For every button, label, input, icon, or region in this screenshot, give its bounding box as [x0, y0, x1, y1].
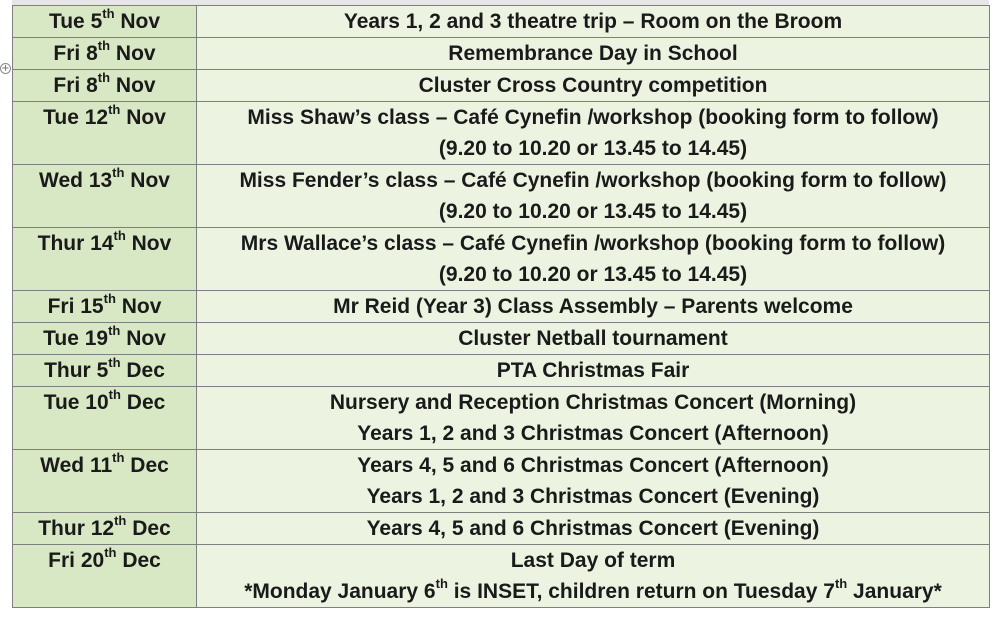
date-month: Nov: [115, 74, 156, 97]
date-day-number: 8: [86, 42, 98, 65]
date-month: Nov: [121, 295, 162, 318]
date-month: Dec: [126, 391, 166, 414]
event-description-cell[interactable]: [197, 70, 990, 102]
event-date: [43, 323, 166, 354]
date-day-number: 11: [89, 454, 113, 477]
events-table-body: [13, 6, 990, 608]
event-description-line: Last Day of term: [510, 549, 676, 572]
date-day-number: 8: [86, 74, 98, 97]
date-month: Dec: [132, 517, 171, 540]
date-ordinal-suffix: th: [108, 387, 121, 402]
event-date-cell[interactable]: [13, 165, 197, 228]
event-description-cell[interactable]: [197, 513, 990, 545]
event-date-cell[interactable]: [13, 291, 197, 323]
event-date: [53, 70, 155, 101]
date-ordinal-suffix: th: [103, 291, 116, 306]
date-weekday: Tue: [48, 10, 85, 33]
event-description-line: Years 1, 2 and 3 Christmas Concert (Evening): [366, 485, 820, 508]
event-description-line: Miss Fender’s class – Café Cynefin /workshop (booking form to follow): [239, 169, 947, 192]
date-day-number: 12: [90, 517, 115, 540]
event-row: [13, 387, 990, 450]
event-description-cell[interactable]: [197, 165, 990, 228]
event-date-cell[interactable]: [13, 228, 197, 291]
event-date: [39, 165, 170, 196]
event-date-cell[interactable]: [13, 6, 197, 38]
note-text-segment: January*: [847, 580, 942, 603]
date-weekday: Tue: [43, 391, 80, 414]
event-row: [13, 323, 990, 355]
date-month: Dec: [130, 454, 169, 477]
event-date: [44, 355, 165, 386]
date-month: Nov: [126, 327, 166, 350]
event-description-line: Years 1, 2 and 3 Christmas Concert (Afternoon): [357, 422, 829, 445]
date-ordinal-suffix: th: [114, 513, 127, 528]
date-day-number: 5: [96, 359, 109, 382]
date-ordinal-suffix: th: [102, 6, 115, 21]
date-day-number: 14: [90, 232, 114, 255]
event-description-line: Miss Shaw’s class – Café Cynefin /workshop (booking form to follow): [247, 106, 939, 129]
event-description-cell[interactable]: [197, 6, 990, 38]
table-move-handle-icon[interactable]: +: [1, 63, 10, 74]
event-date: [38, 228, 172, 259]
event-date: [43, 102, 166, 133]
event-date: [48, 545, 161, 576]
date-day-number: 12: [84, 106, 109, 129]
event-description-cell[interactable]: [197, 291, 990, 323]
event-description-line: Cluster Cross Country competition: [418, 74, 768, 97]
event-row: [13, 545, 990, 608]
event-description-cell[interactable]: [197, 323, 990, 355]
date-weekday: Thur: [38, 517, 85, 540]
date-ordinal-suffix: th: [108, 102, 121, 117]
event-date-cell[interactable]: [13, 387, 197, 450]
event-description-line: Remembrance Day in School: [448, 42, 738, 65]
event-date: [40, 450, 169, 481]
date-month: Nov: [126, 106, 166, 129]
date-weekday: Tue: [43, 327, 79, 350]
note-text-segment: *Monday January 6: [244, 580, 436, 603]
event-date-cell[interactable]: [13, 38, 197, 70]
date-day-number: 19: [84, 327, 109, 350]
event-description-line: Mr Reid (Year 3) Class Assembly – Parents welcome: [333, 295, 853, 318]
event-description-line: [197, 576, 989, 607]
date-ordinal-suffix: th: [112, 165, 125, 180]
date-day-number: 15: [80, 295, 104, 318]
event-row: [13, 355, 990, 387]
date-month: Dec: [126, 359, 165, 382]
date-ordinal-suffix: th: [112, 450, 125, 465]
event-description-cell[interactable]: [197, 228, 990, 291]
event-date: [44, 387, 166, 418]
date-weekday: Wed: [39, 169, 83, 192]
date-weekday: Thur: [44, 359, 91, 382]
date-day-number: 10: [85, 391, 109, 414]
events-calendar-table: [12, 5, 990, 608]
event-date-cell[interactable]: [13, 70, 197, 102]
event-row: [13, 70, 990, 102]
event-description-cell[interactable]: [197, 387, 990, 450]
event-description-cell[interactable]: [197, 545, 990, 608]
event-description-line: (9.20 to 10.20 or 13.45 to 14.45): [438, 137, 748, 160]
event-description-line: PTA Christmas Fair: [496, 359, 690, 382]
date-month: Nov: [130, 169, 170, 192]
event-date-cell[interactable]: [13, 450, 197, 513]
event-row: [13, 513, 990, 545]
date-weekday: Fri: [53, 74, 81, 97]
date-weekday: Tue: [43, 106, 79, 129]
event-description-cell[interactable]: [197, 102, 990, 165]
event-description-line: (9.20 to 10.20 or 13.45 to 14.45): [438, 200, 748, 223]
date-month: Nov: [120, 10, 161, 33]
event-date: [38, 513, 171, 544]
event-row: [13, 6, 990, 38]
date-month: Nov: [131, 232, 172, 255]
event-date: [49, 6, 160, 37]
date-weekday: Fri: [47, 295, 75, 318]
date-day-number: 20: [80, 549, 105, 572]
event-description-line: (9.20 to 10.20 or 13.45 to 14.45): [438, 263, 748, 286]
ordinal-suffix: th: [435, 576, 448, 591]
event-date: [53, 38, 155, 69]
event-date-cell[interactable]: [13, 102, 197, 165]
note-text-segment: is INSET, children return on Tuesday 7: [447, 580, 835, 603]
ordinal-suffix: th: [834, 576, 848, 591]
date-ordinal-suffix: th: [108, 323, 121, 338]
event-date-cell[interactable]: [13, 323, 197, 355]
date-weekday: Fri: [48, 549, 75, 572]
date-ordinal-suffix: th: [97, 70, 111, 85]
event-row: [13, 228, 990, 291]
event-row: [13, 291, 990, 323]
date-ordinal-suffix: th: [108, 355, 121, 370]
event-description-line: Years 4, 5 and 6 Christmas Concert (Evening): [366, 517, 820, 540]
event-row: [13, 450, 990, 513]
date-ordinal-suffix: th: [97, 38, 111, 53]
event-date-cell[interactable]: [13, 513, 197, 545]
event-row: [13, 102, 990, 165]
event-description-line: Cluster Netball tournament: [458, 327, 728, 350]
date-day-number: 13: [88, 169, 113, 192]
date-month: Nov: [115, 42, 156, 65]
date-weekday: Thur: [37, 232, 85, 255]
event-description-cell[interactable]: [197, 38, 990, 70]
event-date: [48, 291, 162, 322]
event-description-line: Years 4, 5 and 6 Christmas Concert (Afternoon): [357, 454, 829, 477]
date-weekday: Fri: [53, 42, 81, 65]
event-description-line: Years 1, 2 and 3 theatre trip – Room on the Broom: [343, 10, 843, 33]
event-description-cell[interactable]: [197, 450, 990, 513]
date-month: Dec: [122, 549, 161, 572]
date-ordinal-suffix: th: [113, 228, 126, 243]
event-description-cell[interactable]: [197, 355, 990, 387]
event-date-cell[interactable]: [13, 355, 197, 387]
date-ordinal-suffix: th: [104, 545, 117, 560]
date-weekday: Wed: [40, 454, 85, 477]
event-row: [13, 165, 990, 228]
event-description-line: Mrs Wallace’s class – Café Cynefin /workshop (booking form to follow): [240, 232, 946, 255]
date-day-number: 5: [90, 10, 103, 33]
event-row: [13, 38, 990, 70]
event-date-cell[interactable]: [13, 545, 197, 608]
event-description-line: Nursery and Reception Christmas Concert (Morning): [329, 391, 857, 414]
